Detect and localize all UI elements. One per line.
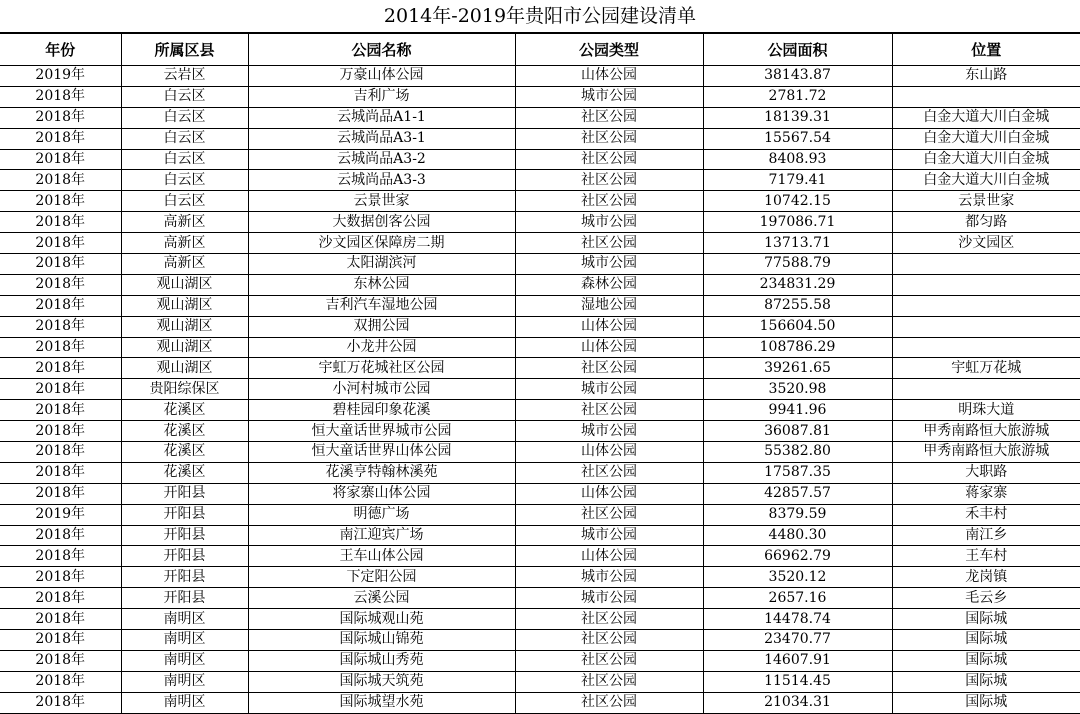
table-row bbox=[0, 650, 1080, 671]
table-row bbox=[0, 671, 1080, 692]
cell-park-name[interactable]: 国际城天筑苑 bbox=[248, 671, 515, 692]
cell-year[interactable]: 2018年 bbox=[0, 421, 121, 442]
cell-year[interactable]: 2018年 bbox=[0, 379, 121, 400]
cell-location[interactable] bbox=[892, 274, 1080, 295]
cell-district[interactable]: 开阳县 bbox=[121, 588, 248, 609]
cell-location[interactable]: 大职路 bbox=[892, 462, 1080, 483]
cell-park-area[interactable]: 17587.35 bbox=[703, 462, 892, 483]
cell-district[interactable]: 花溪区 bbox=[121, 442, 248, 463]
cell-park-name[interactable]: 国际城山锦苑 bbox=[248, 630, 515, 651]
cell-location[interactable]: 明珠大道 bbox=[892, 400, 1080, 421]
sheet-title: 2014年-2019年贵阳市公园建设清单 bbox=[0, 0, 1080, 33]
table-row bbox=[0, 462, 1080, 483]
cell-district[interactable]: 开阳县 bbox=[121, 525, 248, 546]
cell-park-name[interactable]: 国际城观山苑 bbox=[248, 609, 515, 630]
cell-park-name[interactable]: 小河村城市公园 bbox=[248, 379, 515, 400]
header-row bbox=[0, 34, 1080, 66]
cell-park-area[interactable]: 197086.71 bbox=[703, 212, 892, 233]
cell-district[interactable]: 开阳县 bbox=[121, 567, 248, 588]
cell-park-type[interactable]: 社区公园 bbox=[515, 671, 703, 692]
cell-district[interactable]: 南明区 bbox=[121, 671, 248, 692]
cell-district[interactable]: 白云区 bbox=[121, 107, 248, 128]
table-row bbox=[0, 630, 1080, 651]
cell-park-name[interactable]: 云城尚品A1-1 bbox=[248, 107, 515, 128]
cell-year[interactable]: 2018年 bbox=[0, 692, 121, 713]
cell-park-name[interactable]: 花溪亨特翰林溪苑 bbox=[248, 462, 515, 483]
cell-park-area[interactable]: 13713.71 bbox=[703, 233, 892, 254]
cell-year[interactable]: 2018年 bbox=[0, 254, 121, 275]
cell-district[interactable]: 观山湖区 bbox=[121, 316, 248, 337]
cell-location[interactable]: 白金大道大川白金城 bbox=[892, 128, 1080, 149]
cell-location[interactable]: 云景世家 bbox=[892, 191, 1080, 212]
cell-park-type[interactable]: 城市公园 bbox=[515, 525, 703, 546]
cell-park-name[interactable]: 万豪山体公园 bbox=[248, 66, 515, 87]
cell-location[interactable]: 国际城 bbox=[892, 692, 1080, 713]
cell-park-name[interactable]: 云景世家 bbox=[248, 191, 515, 212]
cell-park-type[interactable]: 山体公园 bbox=[515, 442, 703, 463]
table-row bbox=[0, 504, 1080, 525]
cell-district[interactable]: 南明区 bbox=[121, 650, 248, 671]
cell-park-area[interactable]: 3520.98 bbox=[703, 379, 892, 400]
cell-park-type[interactable]: 城市公园 bbox=[515, 379, 703, 400]
header-district[interactable]: 所属区县 bbox=[121, 34, 248, 66]
cell-year[interactable]: 2019年 bbox=[0, 66, 121, 87]
table-row bbox=[0, 358, 1080, 379]
cell-district[interactable]: 花溪区 bbox=[121, 421, 248, 442]
table-row bbox=[0, 400, 1080, 421]
cell-park-type[interactable]: 社区公园 bbox=[515, 630, 703, 651]
cell-year[interactable]: 2018年 bbox=[0, 128, 121, 149]
table-row bbox=[0, 254, 1080, 275]
cell-location[interactable]: 宇虹万花城 bbox=[892, 358, 1080, 379]
cell-park-name[interactable]: 吉利广场 bbox=[248, 86, 515, 107]
cell-park-type[interactable]: 社区公园 bbox=[515, 170, 703, 191]
cell-year[interactable]: 2018年 bbox=[0, 233, 121, 254]
table-row bbox=[0, 316, 1080, 337]
table-row bbox=[0, 421, 1080, 442]
cell-district[interactable]: 白云区 bbox=[121, 128, 248, 149]
table-row bbox=[0, 337, 1080, 358]
cell-park-type[interactable]: 社区公园 bbox=[515, 650, 703, 671]
cell-park-type[interactable]: 森林公园 bbox=[515, 274, 703, 295]
cell-location[interactable]: 南江乡 bbox=[892, 525, 1080, 546]
cell-park-name[interactable]: 国际城山秀苑 bbox=[248, 650, 515, 671]
cell-park-area[interactable]: 38143.87 bbox=[703, 66, 892, 87]
cell-park-name[interactable]: 沙文园区保障房二期 bbox=[248, 233, 515, 254]
cell-park-type[interactable]: 城市公园 bbox=[515, 86, 703, 107]
table-row bbox=[0, 525, 1080, 546]
cell-district[interactable]: 贵阳综保区 bbox=[121, 379, 248, 400]
cell-district[interactable]: 高新区 bbox=[121, 254, 248, 275]
cell-district[interactable]: 开阳县 bbox=[121, 504, 248, 525]
cell-park-area[interactable]: 3520.12 bbox=[703, 567, 892, 588]
table-row bbox=[0, 107, 1080, 128]
cell-park-type[interactable]: 社区公园 bbox=[515, 462, 703, 483]
cell-park-area[interactable]: 9941.96 bbox=[703, 400, 892, 421]
cell-year[interactable]: 2018年 bbox=[0, 567, 121, 588]
cell-park-name[interactable]: 下定阳公园 bbox=[248, 567, 515, 588]
cell-location[interactable]: 都匀路 bbox=[892, 212, 1080, 233]
cell-park-name[interactable]: 碧桂园印象花溪 bbox=[248, 400, 515, 421]
table-row bbox=[0, 170, 1080, 191]
cell-park-name[interactable]: 恒大童话世界城市公园 bbox=[248, 421, 515, 442]
table-row bbox=[0, 274, 1080, 295]
cell-park-area[interactable]: 8379.59 bbox=[703, 504, 892, 525]
cell-park-area[interactable]: 42857.57 bbox=[703, 483, 892, 504]
cell-district[interactable]: 花溪区 bbox=[121, 462, 248, 483]
cell-year[interactable]: 2018年 bbox=[0, 86, 121, 107]
header-location[interactable]: 位置 bbox=[892, 34, 1080, 66]
cell-park-type[interactable]: 山体公园 bbox=[515, 316, 703, 337]
cell-year[interactable]: 2018年 bbox=[0, 442, 121, 463]
cell-park-name[interactable]: 云溪公园 bbox=[248, 588, 515, 609]
cell-year[interactable]: 2018年 bbox=[0, 212, 121, 233]
cell-location[interactable]: 国际城 bbox=[892, 609, 1080, 630]
cell-park-type[interactable]: 社区公园 bbox=[515, 128, 703, 149]
cell-location[interactable] bbox=[892, 379, 1080, 400]
cell-district[interactable]: 高新区 bbox=[121, 233, 248, 254]
cell-park-area[interactable]: 23470.77 bbox=[703, 630, 892, 651]
cell-year[interactable]: 2018年 bbox=[0, 525, 121, 546]
cell-park-name[interactable]: 云城尚品A3-1 bbox=[248, 128, 515, 149]
cell-year[interactable]: 2018年 bbox=[0, 316, 121, 337]
cell-year[interactable]: 2018年 bbox=[0, 358, 121, 379]
table-row bbox=[0, 442, 1080, 463]
cell-year[interactable]: 2018年 bbox=[0, 337, 121, 358]
cell-park-area[interactable]: 8408.93 bbox=[703, 149, 892, 170]
cell-park-name[interactable]: 王车山体公园 bbox=[248, 546, 515, 567]
cell-park-area[interactable]: 7179.41 bbox=[703, 170, 892, 191]
cell-district[interactable]: 白云区 bbox=[121, 170, 248, 191]
cell-location[interactable]: 国际城 bbox=[892, 650, 1080, 671]
cell-park-area[interactable]: 66962.79 bbox=[703, 546, 892, 567]
cell-park-area[interactable]: 14607.91 bbox=[703, 650, 892, 671]
cell-park-type[interactable]: 社区公园 bbox=[515, 107, 703, 128]
cell-year[interactable]: 2019年 bbox=[0, 504, 121, 525]
cell-year[interactable]: 2018年 bbox=[0, 609, 121, 630]
cell-year[interactable]: 2018年 bbox=[0, 107, 121, 128]
cell-park-type[interactable]: 湿地公园 bbox=[515, 295, 703, 316]
cell-location[interactable]: 国际城 bbox=[892, 671, 1080, 692]
cell-park-area[interactable]: 36087.81 bbox=[703, 421, 892, 442]
cell-park-area[interactable]: 10742.15 bbox=[703, 191, 892, 212]
cell-year[interactable]: 2018年 bbox=[0, 546, 121, 567]
cell-park-area[interactable]: 2657.16 bbox=[703, 588, 892, 609]
cell-year[interactable]: 2018年 bbox=[0, 170, 121, 191]
cell-park-name[interactable]: 东林公园 bbox=[248, 274, 515, 295]
cell-park-name[interactable]: 将家寨山体公园 bbox=[248, 483, 515, 504]
cell-park-type[interactable]: 城市公园 bbox=[515, 588, 703, 609]
cell-park-type[interactable]: 社区公园 bbox=[515, 609, 703, 630]
cell-location[interactable] bbox=[892, 86, 1080, 107]
cell-park-name[interactable]: 大数据创客公园 bbox=[248, 212, 515, 233]
cell-year[interactable]: 2018年 bbox=[0, 462, 121, 483]
cell-park-name[interactable]: 吉利汽车湿地公园 bbox=[248, 295, 515, 316]
cell-park-type[interactable]: 城市公园 bbox=[515, 212, 703, 233]
table-row bbox=[0, 66, 1080, 87]
header-year[interactable]: 年份 bbox=[0, 34, 121, 66]
table-row bbox=[0, 86, 1080, 107]
cell-year[interactable]: 2018年 bbox=[0, 400, 121, 421]
cell-year[interactable]: 2018年 bbox=[0, 630, 121, 651]
table-row bbox=[0, 692, 1080, 713]
park-table bbox=[0, 33, 1080, 714]
cell-district[interactable]: 云岩区 bbox=[121, 66, 248, 87]
cell-location[interactable]: 甲秀南路恒大旅游城 bbox=[892, 421, 1080, 442]
cell-park-type[interactable]: 山体公园 bbox=[515, 483, 703, 504]
cell-park-type[interactable]: 山体公园 bbox=[515, 66, 703, 87]
cell-park-area[interactable]: 4480.30 bbox=[703, 525, 892, 546]
cell-location[interactable]: 龙岗镇 bbox=[892, 567, 1080, 588]
cell-district[interactable]: 南明区 bbox=[121, 692, 248, 713]
table-row bbox=[0, 128, 1080, 149]
cell-year[interactable]: 2018年 bbox=[0, 483, 121, 504]
cell-district[interactable]: 白云区 bbox=[121, 86, 248, 107]
cell-district[interactable]: 白云区 bbox=[121, 149, 248, 170]
table-body bbox=[0, 66, 1080, 714]
cell-year[interactable]: 2018年 bbox=[0, 191, 121, 212]
cell-park-name[interactable]: 明德广场 bbox=[248, 504, 515, 525]
cell-location[interactable]: 蒋家寨 bbox=[892, 483, 1080, 504]
table-row bbox=[0, 588, 1080, 609]
table-row bbox=[0, 191, 1080, 212]
cell-park-type[interactable]: 城市公园 bbox=[515, 567, 703, 588]
cell-park-type[interactable]: 社区公园 bbox=[515, 692, 703, 713]
cell-year[interactable]: 2018年 bbox=[0, 295, 121, 316]
table-row bbox=[0, 149, 1080, 170]
cell-park-type[interactable]: 社区公园 bbox=[515, 149, 703, 170]
cell-park-name[interactable]: 太阳湖滨河 bbox=[248, 254, 515, 275]
cell-year[interactable]: 2018年 bbox=[0, 650, 121, 671]
table-row bbox=[0, 609, 1080, 630]
cell-park-area[interactable]: 21034.31 bbox=[703, 692, 892, 713]
cell-park-type[interactable]: 社区公园 bbox=[515, 233, 703, 254]
cell-location[interactable] bbox=[892, 316, 1080, 337]
cell-park-name[interactable]: 国际城望水苑 bbox=[248, 692, 515, 713]
cell-park-area[interactable]: 55382.80 bbox=[703, 442, 892, 463]
table-row bbox=[0, 567, 1080, 588]
cell-location[interactable]: 甲秀南路恒大旅游城 bbox=[892, 442, 1080, 463]
cell-location[interactable]: 国际城 bbox=[892, 630, 1080, 651]
cell-park-type[interactable]: 社区公园 bbox=[515, 504, 703, 525]
cell-park-name[interactable]: 小龙井公园 bbox=[248, 337, 515, 358]
cell-location[interactable] bbox=[892, 337, 1080, 358]
cell-park-name[interactable]: 云城尚品A3-2 bbox=[248, 149, 515, 170]
table-row bbox=[0, 546, 1080, 567]
header-park-type[interactable]: 公园类型 bbox=[515, 34, 703, 66]
cell-park-area[interactable]: 87255.58 bbox=[703, 295, 892, 316]
cell-year[interactable]: 2018年 bbox=[0, 588, 121, 609]
cell-location[interactable]: 禾丰村 bbox=[892, 504, 1080, 525]
cell-park-type[interactable]: 社区公园 bbox=[515, 358, 703, 379]
cell-district[interactable]: 白云区 bbox=[121, 191, 248, 212]
cell-park-type[interactable]: 山体公园 bbox=[515, 546, 703, 567]
cell-park-area[interactable]: 11514.45 bbox=[703, 671, 892, 692]
cell-park-type[interactable]: 城市公园 bbox=[515, 254, 703, 275]
cell-year[interactable]: 2018年 bbox=[0, 149, 121, 170]
cell-park-area[interactable]: 14478.74 bbox=[703, 609, 892, 630]
cell-district[interactable]: 高新区 bbox=[121, 212, 248, 233]
cell-park-type[interactable]: 城市公园 bbox=[515, 421, 703, 442]
cell-park-name[interactable]: 双拥公园 bbox=[248, 316, 515, 337]
cell-park-area[interactable]: 39261.65 bbox=[703, 358, 892, 379]
cell-location[interactable]: 白金大道大川白金城 bbox=[892, 149, 1080, 170]
cell-park-name[interactable]: 宇虹万花城社区公园 bbox=[248, 358, 515, 379]
table-row bbox=[0, 212, 1080, 233]
cell-year[interactable]: 2018年 bbox=[0, 274, 121, 295]
cell-district[interactable]: 观山湖区 bbox=[121, 274, 248, 295]
header-park-area[interactable]: 公园面积 bbox=[703, 34, 892, 66]
cell-park-name[interactable]: 云城尚品A3-3 bbox=[248, 170, 515, 191]
cell-park-type[interactable]: 社区公园 bbox=[515, 400, 703, 421]
cell-park-type[interactable]: 社区公园 bbox=[515, 191, 703, 212]
cell-location[interactable]: 毛云乡 bbox=[892, 588, 1080, 609]
table-row bbox=[0, 379, 1080, 400]
cell-location[interactable] bbox=[892, 254, 1080, 275]
cell-park-area[interactable]: 15567.54 bbox=[703, 128, 892, 149]
cell-location[interactable]: 沙文园区 bbox=[892, 233, 1080, 254]
cell-location[interactable]: 白金大道大川白金城 bbox=[892, 170, 1080, 191]
cell-district[interactable]: 花溪区 bbox=[121, 400, 248, 421]
cell-district[interactable]: 南明区 bbox=[121, 630, 248, 651]
cell-park-type[interactable]: 山体公园 bbox=[515, 337, 703, 358]
cell-district[interactable]: 开阳县 bbox=[121, 546, 248, 567]
cell-park-area[interactable]: 18139.31 bbox=[703, 107, 892, 128]
cell-year[interactable]: 2018年 bbox=[0, 671, 121, 692]
cell-district[interactable]: 南明区 bbox=[121, 609, 248, 630]
cell-district[interactable]: 开阳县 bbox=[121, 483, 248, 504]
cell-park-area[interactable]: 2781.72 bbox=[703, 86, 892, 107]
cell-location[interactable]: 白金大道大川白金城 bbox=[892, 107, 1080, 128]
cell-park-name[interactable]: 恒大童话世界山体公园 bbox=[248, 442, 515, 463]
cell-park-area[interactable]: 156604.50 bbox=[703, 316, 892, 337]
table-row bbox=[0, 295, 1080, 316]
header-park-name[interactable]: 公园名称 bbox=[248, 34, 515, 66]
cell-district[interactable]: 观山湖区 bbox=[121, 295, 248, 316]
cell-district[interactable]: 观山湖区 bbox=[121, 358, 248, 379]
cell-park-name[interactable]: 南江迎宾广场 bbox=[248, 525, 515, 546]
table-row bbox=[0, 233, 1080, 254]
cell-park-area[interactable]: 108786.29 bbox=[703, 337, 892, 358]
cell-park-area[interactable]: 77588.79 bbox=[703, 254, 892, 275]
cell-district[interactable]: 观山湖区 bbox=[121, 337, 248, 358]
table-row bbox=[0, 483, 1080, 504]
cell-park-area[interactable]: 234831.29 bbox=[703, 274, 892, 295]
cell-location[interactable]: 王车村 bbox=[892, 546, 1080, 567]
cell-location[interactable] bbox=[892, 295, 1080, 316]
cell-location[interactable]: 东山路 bbox=[892, 66, 1080, 87]
